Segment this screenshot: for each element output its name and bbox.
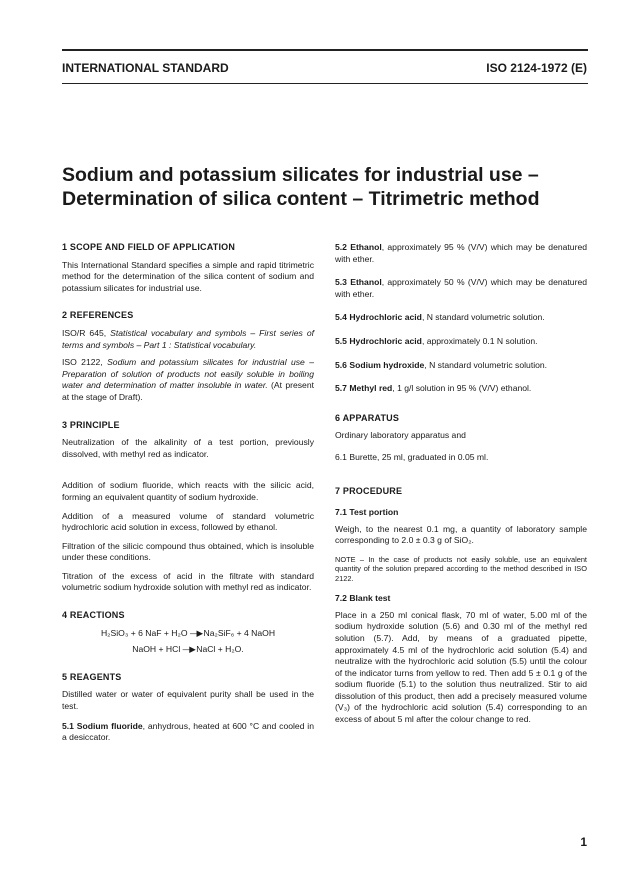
equation-reactants: H₂SiO₃ + 6 NaF + H₂O (100, 627, 188, 638)
reaction-equations (62, 628, 314, 656)
title-line-1: Sodium and potassium silicates for industrial use – (62, 164, 539, 186)
reference-item (62, 328, 314, 351)
subsection-heading: 7.1 Test portion (335, 507, 399, 518)
equation-2 (62, 644, 314, 656)
section-heading: 6 APPARATUS (335, 412, 400, 423)
reagent-item (335, 242, 587, 265)
reagent-item (335, 360, 587, 372)
header-standard-number: ISO 2124-1972 (E) (486, 61, 587, 75)
reagent-label: 5.2 Ethanol (335, 242, 382, 252)
section-reactions (62, 610, 314, 656)
section-heading: 2 REFERENCES (62, 310, 134, 321)
subsection-heading: 7.2 Blank test (335, 593, 391, 604)
reaction-arrow-icon: —▶ (189, 627, 202, 638)
section-heading: 4 REACTIONS (62, 610, 125, 621)
note: NOTE – In the case of products not easily soluble, use an equivalent quantity of the solution prepared according to the method described in ISO 2122. (335, 554, 587, 583)
section-references (62, 310, 314, 403)
reagent-item (335, 383, 587, 395)
reference-item (62, 357, 314, 403)
document-title (62, 163, 592, 211)
apparatus-item: 6.1 Burette, 25 ml, graduated in 0.05 ml. (335, 451, 489, 462)
reagent-label: 5.1 Sodium fluoride (62, 720, 143, 731)
left-column (62, 242, 314, 754)
paragraph: Distilled water or water of equivalent purity shall be used in the test. (62, 689, 314, 712)
paragraph: Filtration of the silicic compound thus obtained, which is insoluble under these conditions. (62, 540, 314, 563)
paragraph: Addition of a measured volume of standard volumetric hydrochloric acid solution in excess, followed by ethanol. (62, 510, 314, 533)
section-heading: 3 PRINCIPLE (62, 419, 120, 430)
section-reagents (62, 672, 314, 744)
reagent-label: 5.7 Methyl red (335, 383, 393, 394)
page-number: 1 (580, 835, 587, 849)
reagent-item (335, 312, 587, 324)
section-principle (62, 420, 314, 595)
top-rule (62, 49, 588, 51)
reagent-text: , approximately 95 % (V/V) which may be denatured with ether. (335, 242, 588, 264)
paragraph: Ordinary laboratory apparatus and (335, 430, 466, 441)
paragraph: Titration of the excess of acid in the filtrate with standard volumetric sodium hydroxide solution with methyl red as indicator. (62, 570, 314, 593)
reaction-arrow-icon: —▶ (182, 644, 194, 655)
reference-number: ISO 2122, (62, 357, 108, 368)
paragraph: This International Standard specifies a simple and rapid titrimetric method for the determination of the silica content of sodium and potassium silicates for industrial use. (62, 259, 314, 293)
reference-status: (At present at the stage of Draft). (62, 380, 314, 402)
header-rule (62, 83, 588, 84)
paragraph: Place in a 250 ml conical flask, 70 ml of water, 5.00 ml of the sodium hydroxide solution (5.6) and 0.30 ml of the methyl red solution (5.7). Add, by means of a graduated pipette, approximately 4.5 ml of the hydrochloric acid solution (5.4) and neutralize with the hydrochloric acid solution (5.5) until the colour of the indicator turns from yellow to red. Then add 5 ± 0.1 g of the sodium fluoride (5.1) to the solution thus neutralized. Stir to aid dissolution of this product, then add a precisely measured volume (V₃) of the hydrochloric acid solution (5.4) corresponding to an excess of about 5 ml after the colour change to red. (335, 609, 587, 725)
equation-1 (62, 628, 314, 640)
reagent-text: , approximately 0.1 N solution. (421, 335, 538, 346)
reagent-label: 5.5 Hydrochloric acid (335, 335, 422, 346)
section-heading: 7 PROCEDURE (335, 485, 403, 496)
reagent-text: , approximately 50 % (V/V) which may be denatured with ether. (335, 277, 588, 299)
equation-products: Na₂SiF₆ + 4 NaOH (203, 627, 276, 638)
reference-title: Sodium and potassium silicates for industrial use – Preparation of solution of products not easily soluble in boiling water and determination of matter insoluble in water. (62, 357, 314, 391)
reagent-label: 5.4 Hydrochloric acid (335, 312, 422, 323)
reagent-label: 5.6 Sodium hydroxide (335, 359, 425, 370)
paragraph: Neutralization of the alkalinity of a test portion, previously dissolved, with methyl red as indicator. (62, 437, 314, 459)
reagent-item (335, 336, 587, 348)
reagent-item (335, 277, 587, 300)
paragraph: Weigh, to the nearest 0.1 mg, a quantity of laboratory sample corresponding to 2.0 ± 0.3 g of SiO₂. (335, 523, 587, 546)
reagent-text: , N standard volumetric solution. (424, 359, 548, 370)
reference-number: ISO/R 645, (62, 327, 111, 338)
right-column (335, 242, 587, 736)
reference-title: Statistical vocabulary and symbols – First series of terms and symbols – Part 1 : Statistical vocabulary. (62, 327, 314, 350)
paragraph: Addition of sodium fluoride, which reacts with the silicic acid, forming an equivalent quantity of sodium hydroxide. (62, 480, 314, 502)
equation-products: NaCl + H₂O. (196, 644, 244, 655)
section-procedure (335, 486, 587, 726)
reagent-text: , anhydrous, heated at 600 °C and cooled in a desiccator. (62, 720, 314, 743)
header-standard-label: INTERNATIONAL STANDARD (62, 61, 229, 75)
equation-reactants: NaOH + HCl (132, 644, 181, 655)
reagent-label: 5.3 Ethanol (335, 277, 382, 288)
section-heading: 1 SCOPE AND FIELD OF APPLICATION (62, 242, 236, 252)
reagent-text: , N standard volumetric solution. (421, 312, 545, 323)
section-heading: 5 REAGENTS (62, 671, 122, 682)
reagent-item (62, 721, 314, 744)
reagent-text: , 1 g/l solution in 95 % (V/V) ethanol. (392, 383, 532, 394)
title-line-2: Determination of silica content – Titrimetric method (62, 188, 540, 210)
section-apparatus (335, 413, 587, 464)
section-scope (62, 242, 314, 294)
